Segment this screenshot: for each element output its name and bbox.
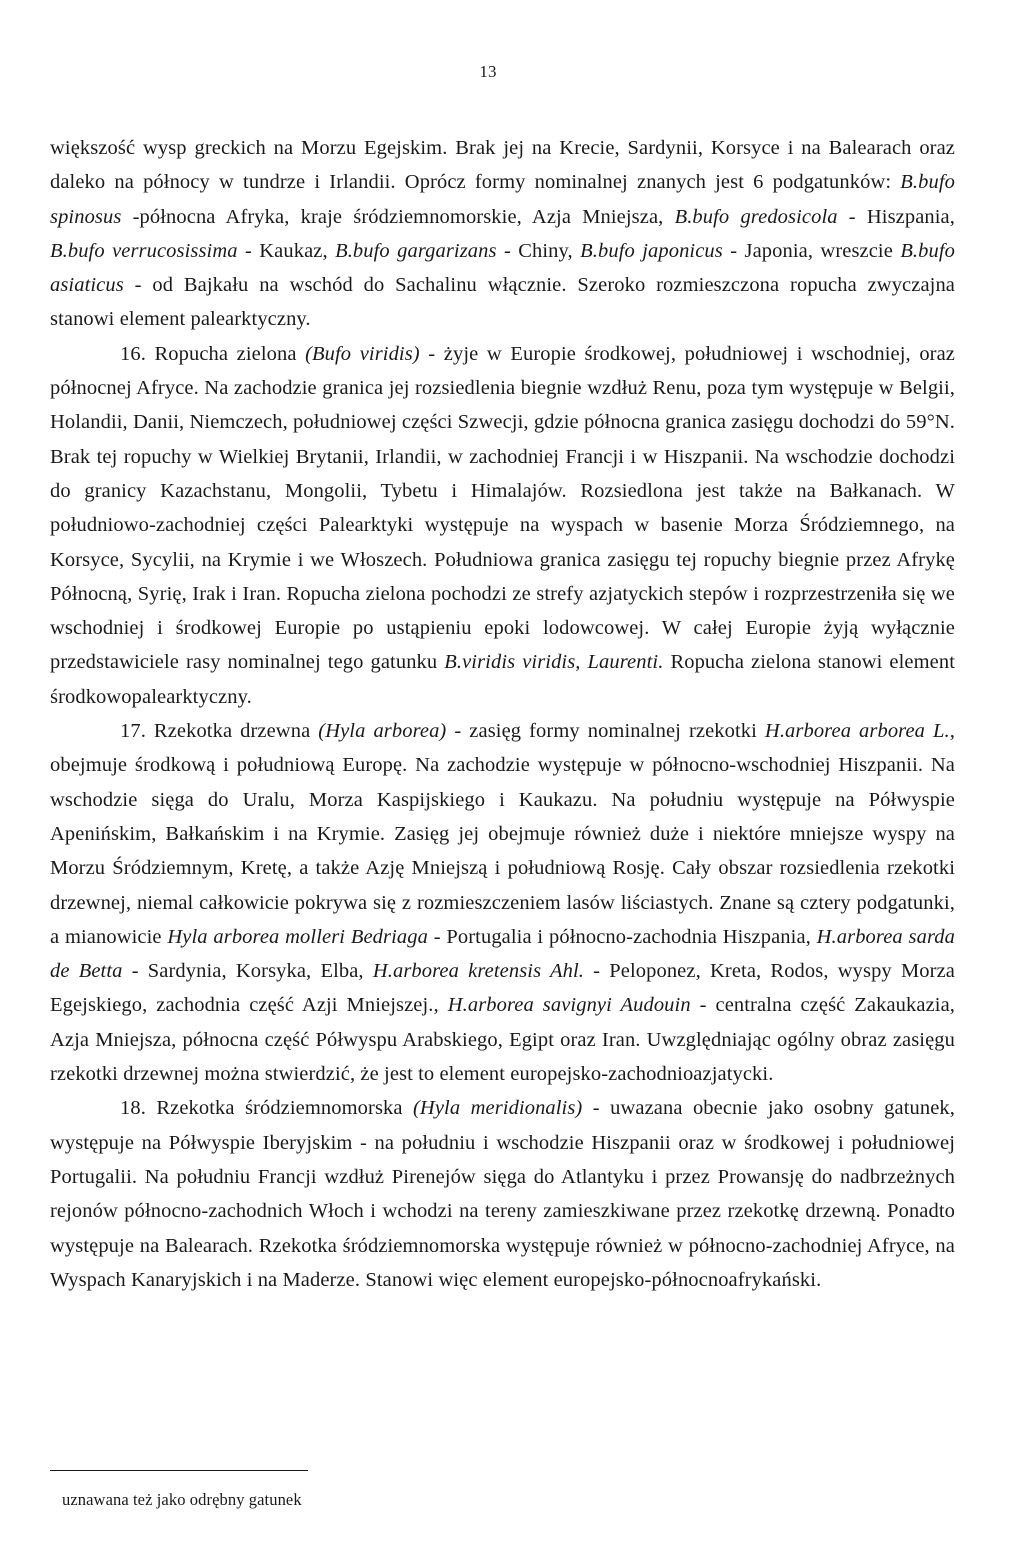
species-name: Hyla arborea molleri Bedriaga [167,925,428,948]
paragraph-bufo-viridis [50,337,955,714]
page-number: 13 [479,62,497,81]
text-run: - Peloponez, Kreta, Rodos, wyspy Morza Egejskiego, zachodnia część Azji Mniejszej., [50,960,955,1017]
species-name: B.viridis viridis, Laurenti. [444,651,664,674]
species-name: (Hyla meridionalis) [413,1097,583,1120]
text-run: - Hiszpania, [837,205,955,228]
species-name: H.arborea kretensis Ahl. [372,960,584,983]
text-run: - Japonia, wreszcie [722,239,901,262]
text-run: - żyje w Europie środkowej, południowej i wschodniej, oraz północnej Afryce. Na zachodzie granica jej rozsiedlenia biegnie wzdłuż Renu, poza tym występuje w Belgii, Holandii, Danii, Niemczech, południowej części Szwecji, gdzie północna granica zasięgu dochodzi do 59°N. Brak tej ropuchy w Wielkiej Brytanii, Irlandii, w zachodniej Francji i w Hiszpanii. Na wschodzie dochodzi do granicy Kazachstanu, Mongolii, Tybetu i Himalajów. Rozsiedlona jest także na Bałkanach. W południowo-zachodniej części Palearktyki występuje na wyspach w basenie Morza Śródziemnego, na Korsyce, Sycylii, na Krymie i we Włoszech. Południowa granica zasięgu tej ropuchy biegnie przez Afrykę Północną, Syrię, Irak i Iran. Ropucha zielona pochodzi ze strefy azjatyckich stepów i rozprzestrzeniła się we wschodniej i środkowej Europie po ustąpieniu epoki lodowcowej. W całej Europie żyją wyłącznie przedstawiciele rasy nominalnej tego gatunku [50,342,955,674]
footnote-divider [50,1470,308,1471]
text-run: 16. Ropucha zielona [120,342,306,365]
species-name: B.bufo verrucosissima [50,239,238,262]
body-text [50,131,955,1297]
species-name: H.arborea savignyi Audouin [447,994,691,1017]
paragraph-bufo-bufo-continued [50,131,955,337]
text-run: - uwazana obecnie jako osobny gatunek, występuje na Półwyspie Iberyjskim - na południu i wschodzie Hiszpanii oraz w środkowej i południowej Portugalii. Na południu Francji wzdłuż Pirenejów sięga do Atlantyku i przez Prowansję do nadbrzeżnych rejonów północno-zachodnich Włoch i wchodzi na tereny zamieszkiwane przez rzekotkę drzewną. Ponadto występuje na Balearach. Rzekotka śródziemnomorska występuje również w północno-zachodniej Afryce, na Wyspach Kanaryjskich i na Maderze. Stanowi więc element europejsko-północnoafrykański. [50,1097,955,1291]
species-name: (Hyla arborea) [318,720,447,743]
text-run: - Portugalia i północno-zachodnia Hiszpania, [427,925,817,948]
species-name: B.bufo gredosicola [674,205,838,228]
text-run: - od Bajkału na wschód do Sachalinu włącznie. Szeroko rozmieszczona ropucha zwyczajna stanowi element palearktyczny. [50,274,955,331]
text-run: - centralna część Zakaukazia, Azja Mniejsza, północna część Półwyspu Arabskiego, Egipt oraz Iran. Uwzględniając ogólny obraz zasięgu rzekotki drzewnej można stwierdzić, że jest to element europejsko-zachodnioazjatycki. [50,994,955,1086]
species-name: (Bufo viridis) [305,342,420,365]
species-name: B.bufo gargarizans [335,239,497,262]
footnote: uznawana też jako odrębny gatunek [62,1490,302,1509]
text-run: Ropucha zielona stanowi element środkowopalearktyczny. [50,651,955,708]
text-run: 18. Rzekotka śródziemnomorska [120,1097,413,1120]
text-run: - Kaukaz, [237,239,336,262]
species-name: B.bufo japonicus [580,239,723,262]
species-name: B.bufo spinosus [50,171,955,228]
text-run: -północna Afryka, kraje śródziemnomorskie, Azja Mniejsza, [121,205,675,228]
text-run: - Chiny, [496,239,581,262]
text-run: , obejmuje środkową i południową Europę. Na zachodzie występuje w północno-wschodniej Hiszpanii. Na wschodzie sięga do Uralu, Morza Kaspijskiego i Kaukazu. Na południu występuje na Półwyspie Apenińskim, Bałkańskim i na Krymie. Zasięg jej obejmuje również duże i niektóre mniejsze wyspy na Morzu Śródziemnym, Kretę, a także Azję Mniejszą i południową Rosję. Cały obszar rozsiedlenia rzekotki drzewnej, niemal całkowicie pokrywa się z rozmieszczeniem lasów liściastych. Znane są cztery podgatunki, a mianowicie [50,720,955,948]
text-run: 17. Rzekotka drzewna [120,720,319,743]
paragraph-hyla-arborea [50,714,955,1091]
text-run: większość wysp greckich na Morzu Egejskim. Brak jej na Krecie, Sardynii, Korsyce i na Balearach oraz daleko na północy w tundrze i Irlandii. Oprócz formy nominalnej znanych jest 6 podgatunków: [50,137,955,194]
species-name: B.bufo asiaticus [50,239,956,297]
paragraph-hyla-meridionalis [50,1091,955,1297]
species-name: H.arborea arborea L. [764,720,950,743]
text-run: - zasięg formy nominalnej rzekotki [446,720,765,743]
text-run: - Sardynia, Korsyka, Elba, [122,960,373,983]
species-name: H.arborea sarda de Betta [50,925,955,983]
